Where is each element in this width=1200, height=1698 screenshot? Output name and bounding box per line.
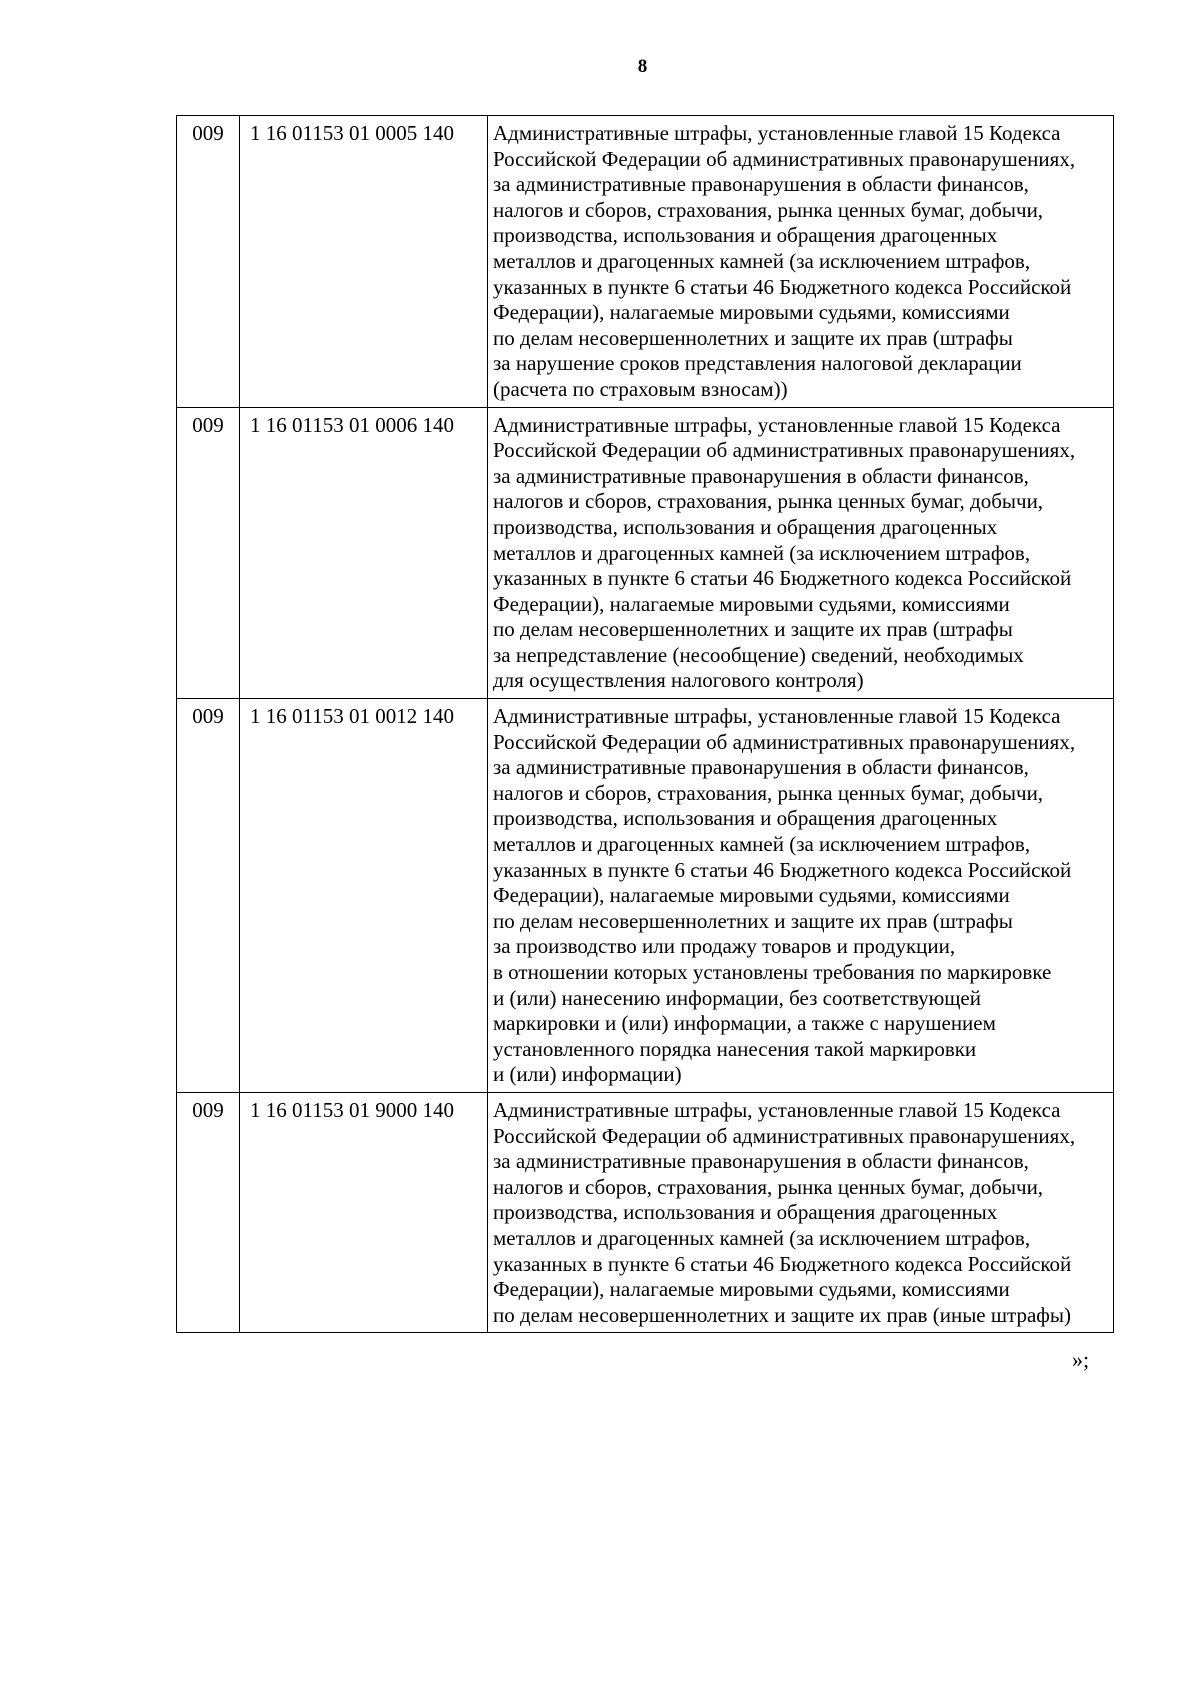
page-number: 8 xyxy=(637,56,648,77)
description-line: Административные штрафы, установленные главой 15 Кодекса xyxy=(493,1097,1061,1122)
description-line: Российской Федерации об административных правонарушениях, xyxy=(493,1123,1076,1148)
admin-code-cell: 009 xyxy=(177,699,240,1093)
table-body xyxy=(177,116,1114,1333)
kbk-code-cell: 1 16 01153 01 9000 140 xyxy=(240,1092,488,1332)
description-line: металлов и драгоценных камней (за исключением штрафов, xyxy=(493,1225,1031,1250)
description-cell xyxy=(488,1092,1114,1332)
description-line: производства, использования и обращения драгоценных xyxy=(493,514,998,539)
description-line: по делам несовершеннолетних и защите их прав (штрафы xyxy=(493,325,1013,350)
table-row xyxy=(177,699,1114,1093)
description-line: за административные правонарушения в области финансов, xyxy=(493,463,1029,488)
description-line: по делам несовершеннолетних и защите их прав (иные штрафы) xyxy=(493,1302,1072,1327)
table-row xyxy=(177,407,1114,699)
description-line: налогов и сборов, страхования, рынка ценных бумаг, добычи, xyxy=(493,1174,1044,1199)
description-line: маркировки и (или) информации, а также с нарушением xyxy=(493,1011,996,1036)
admin-code-cell: 009 xyxy=(177,407,240,699)
description-line: за административные правонарушения в области финансов, xyxy=(493,755,1029,780)
description-line: за административные правонарушения в области финансов, xyxy=(493,172,1029,197)
description-line: Российской Федерации об административных правонарушениях, xyxy=(493,729,1076,754)
description-line: для осуществления налогового контроля) xyxy=(493,668,864,693)
admin-code-cell: 009 xyxy=(177,116,240,408)
description-line: за непредставление (несообщение) сведений, необходимых xyxy=(493,642,1024,667)
description-line: Административные штрафы, установленные главой 15 Кодекса xyxy=(493,412,1061,437)
description-line: (расчета по страховым взносам)) xyxy=(493,376,788,401)
description-line: налогов и сборов, страхования, рынка ценных бумаг, добычи, xyxy=(493,489,1044,514)
description-line: Административные штрафы, установленные главой 15 Кодекса xyxy=(493,121,1061,145)
description-line: металлов и драгоценных камней (за исключением штрафов, xyxy=(493,248,1031,273)
description-line: металлов и драгоценных камней (за исключением штрафов, xyxy=(493,832,1031,857)
table-row xyxy=(177,1092,1114,1332)
description-line: производства, использования и обращения драгоценных xyxy=(493,1200,998,1225)
description-line: налогов и сборов, страхования, рынка ценных бумаг, добычи, xyxy=(493,780,1044,805)
description-line: металлов и драгоценных камней (за исключением штрафов, xyxy=(493,540,1031,565)
description-line: указанных в пункте 6 статьи 46 Бюджетного кодекса Российской xyxy=(493,1251,1072,1276)
description-line: Федерации), налагаемые мировыми судьями, комиссиями xyxy=(493,300,1010,325)
kbk-code-cell: 1 16 01153 01 0005 140 xyxy=(240,116,488,408)
description-line: в отношении которых установлены требования по маркировке xyxy=(493,960,1052,984)
description-line: Российской Федерации об административных правонарушениях, xyxy=(493,146,1076,171)
description-line: за административные правонарушения в области финансов, xyxy=(493,1149,1029,1174)
description-line: Федерации), налагаемые мировыми судьями, комиссиями xyxy=(493,591,1010,616)
kbk-code-cell: 1 16 01153 01 0012 140 xyxy=(240,699,488,1093)
description-line: указанных в пункте 6 статьи 46 Бюджетного кодекса Российской xyxy=(493,274,1072,299)
description-line: установленного порядка нанесения такой маркировки xyxy=(493,1036,977,1061)
description-line: по делам несовершеннолетних и защите их прав (штрафы xyxy=(493,908,1013,933)
description-cell xyxy=(488,407,1114,699)
description-cell xyxy=(488,699,1114,1093)
description-cell xyxy=(488,116,1114,408)
description-line: Федерации), налагаемые мировыми судьями, комиссиями xyxy=(493,883,1010,908)
description-line: за производство или продажу товаров и продукции, xyxy=(493,934,956,959)
description-line: производства, использования и обращения драгоценных xyxy=(493,223,998,248)
description-line: производства, использования и обращения драгоценных xyxy=(493,806,998,831)
budget-codes-table xyxy=(176,115,1114,1333)
description-line: Административные штрафы, установленные главой 15 Кодекса xyxy=(493,704,1061,729)
description-line: и (или) информации) xyxy=(493,1062,682,1087)
description-line: налогов и сборов, страхования, рынка ценных бумаг, добычи, xyxy=(493,197,1044,222)
description-line: и (или) нанесению информации, без соответствующей xyxy=(493,985,981,1010)
closing-quote-mark: »; xyxy=(1072,1347,1090,1372)
description-line: указанных в пункте 6 статьи 46 Бюджетного кодекса Российской xyxy=(493,857,1072,882)
admin-code-cell: 009 xyxy=(177,1092,240,1332)
description-line: Федерации), налагаемые мировыми судьями, комиссиями xyxy=(493,1277,1010,1302)
kbk-code-cell: 1 16 01153 01 0006 140 xyxy=(240,407,488,699)
description-line: за нарушение сроков представления налоговой декларации xyxy=(493,351,1022,376)
description-line: по делам несовершеннолетних и защите их прав (штрафы xyxy=(493,617,1013,642)
table-row xyxy=(177,116,1114,408)
description-line: Российской Федерации об административных правонарушениях, xyxy=(493,438,1076,463)
description-line: указанных в пункте 6 статьи 46 Бюджетного кодекса Российской xyxy=(493,566,1072,591)
